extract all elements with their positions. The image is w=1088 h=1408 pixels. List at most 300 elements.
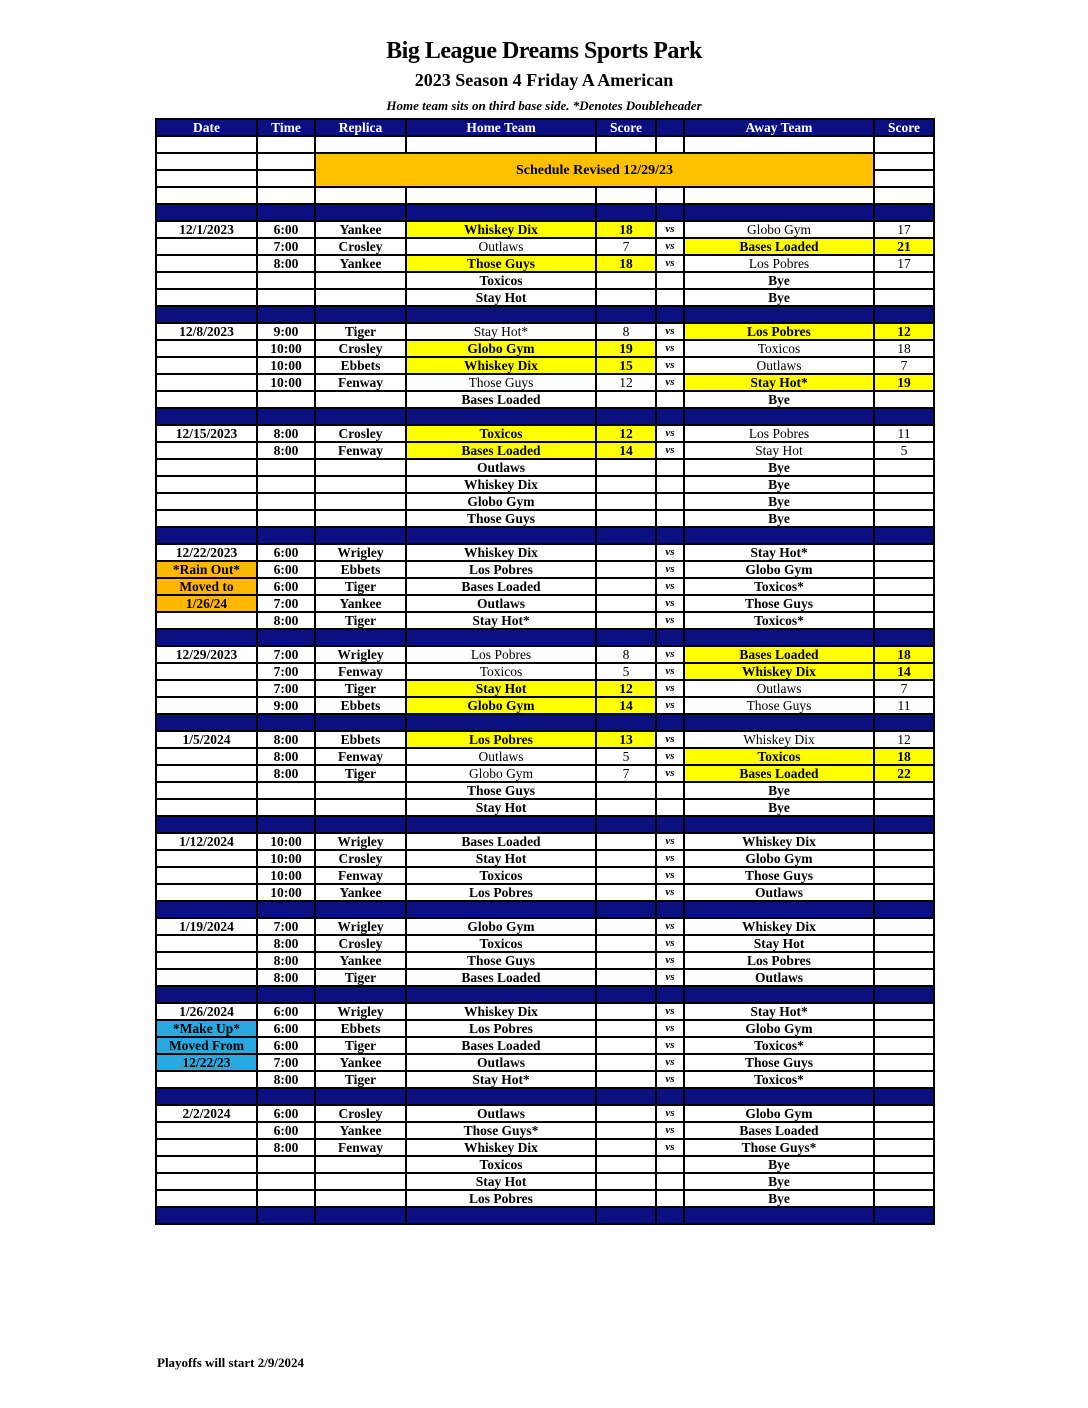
cell (257, 136, 315, 153)
home-team-cell: Toxicos (406, 663, 596, 680)
date-cell (156, 765, 257, 782)
replica-cell: Crosley (315, 340, 406, 357)
away-score-cell (874, 493, 934, 510)
replica-cell: Crosley (315, 238, 406, 255)
home-team-cell: Stay Hot* (406, 612, 596, 629)
home-score-cell (596, 272, 656, 289)
date-cell (156, 476, 257, 493)
home-team-cell: Those Guys* (406, 1122, 596, 1139)
replica-cell: Tiger (315, 1071, 406, 1088)
separator-cell (874, 901, 934, 918)
date-cell (156, 697, 257, 714)
separator-cell (406, 408, 596, 425)
away-team-cell: Outlaws (684, 969, 874, 986)
home-team-cell: Whiskey Dix (406, 357, 596, 374)
away-score-cell: 18 (874, 748, 934, 765)
header-away-score: Score (874, 119, 934, 136)
game-row (156, 1020, 934, 1037)
separator-cell (315, 408, 406, 425)
header-time: Time (257, 119, 315, 136)
cell (406, 187, 596, 204)
vs-label (656, 493, 684, 510)
cell (156, 136, 257, 153)
separator-cell (257, 408, 315, 425)
home-score-cell: 14 (596, 442, 656, 459)
away-score-cell (874, 867, 934, 884)
home-team-cell: Outlaws (406, 459, 596, 476)
vs-label: vs (656, 323, 684, 340)
game-row (156, 1156, 934, 1173)
separator-cell (315, 816, 406, 833)
home-score-cell: 13 (596, 731, 656, 748)
home-score-cell (596, 612, 656, 629)
home-team-cell: Globo Gym (406, 765, 596, 782)
home-score-cell (596, 1054, 656, 1071)
date-cell: 12/22/2023 (156, 544, 257, 561)
away-score-cell (874, 884, 934, 901)
replica-cell (315, 289, 406, 306)
cell (315, 187, 406, 204)
time-cell (257, 1156, 315, 1173)
cell (684, 136, 874, 153)
replica-cell (315, 391, 406, 408)
away-score-cell: 12 (874, 323, 934, 340)
time-cell: 8:00 (257, 1139, 315, 1156)
week-separator (156, 986, 934, 1003)
replica-cell: Wrigley (315, 646, 406, 663)
away-score-cell (874, 1139, 934, 1156)
separator-cell (874, 408, 934, 425)
date-cell (156, 493, 257, 510)
home-score-cell (596, 1003, 656, 1020)
away-team-cell: Whiskey Dix (684, 918, 874, 935)
separator-cell (257, 714, 315, 731)
away-score-cell: 11 (874, 425, 934, 442)
away-score-cell (874, 510, 934, 527)
vs-label: vs (656, 544, 684, 561)
separator-cell (684, 714, 874, 731)
replica-cell: Ebbets (315, 561, 406, 578)
game-row (156, 323, 934, 340)
separator-cell (684, 629, 874, 646)
cell (656, 187, 684, 204)
home-score-cell (596, 1105, 656, 1122)
away-team-cell: Toxicos (684, 748, 874, 765)
cell (257, 153, 315, 170)
game-row (156, 425, 934, 442)
away-team-cell: Those Guys (684, 697, 874, 714)
date-cell (156, 459, 257, 476)
separator-cell (596, 1088, 656, 1105)
away-team-cell: Bye (684, 1173, 874, 1190)
vs-label: vs (656, 612, 684, 629)
game-row (156, 833, 934, 850)
home-score-cell (596, 391, 656, 408)
away-team-cell: Toxicos* (684, 1071, 874, 1088)
vs-label: vs (656, 918, 684, 935)
away-team-cell: Los Pobres (684, 323, 874, 340)
vs-label (656, 1173, 684, 1190)
cell (406, 136, 596, 153)
time-cell: 6:00 (257, 1020, 315, 1037)
replica-cell: Yankee (315, 1054, 406, 1071)
vs-label: vs (656, 1139, 684, 1156)
date-cell (156, 1156, 257, 1173)
time-cell: 10:00 (257, 884, 315, 901)
away-team-cell: Whiskey Dix (684, 663, 874, 680)
game-row (156, 1105, 934, 1122)
separator-cell (874, 816, 934, 833)
separator-cell (257, 816, 315, 833)
game-row (156, 1190, 934, 1207)
away-team-cell: Bye (684, 272, 874, 289)
home-team-cell: Stay Hot (406, 289, 596, 306)
cell (874, 170, 934, 187)
away-score-cell (874, 850, 934, 867)
replica-cell: Yankee (315, 884, 406, 901)
replica-cell: Crosley (315, 935, 406, 952)
game-row (156, 289, 934, 306)
time-cell: 6:00 (257, 578, 315, 595)
time-cell (257, 289, 315, 306)
replica-cell: Crosley (315, 850, 406, 867)
replica-cell (315, 1190, 406, 1207)
away-team-cell: Bye (684, 476, 874, 493)
home-team-cell: Los Pobres (406, 1020, 596, 1037)
vs-label: vs (656, 340, 684, 357)
separator-cell (156, 1088, 257, 1105)
home-score-cell (596, 833, 656, 850)
separator-cell (684, 1207, 874, 1224)
home-team-cell: Bases Loaded (406, 1037, 596, 1054)
date-cell (156, 272, 257, 289)
away-score-cell (874, 1071, 934, 1088)
vs-label: vs (656, 357, 684, 374)
away-score-cell: 5 (874, 442, 934, 459)
home-team-cell: Stay Hot* (406, 1071, 596, 1088)
vs-label: vs (656, 578, 684, 595)
home-score-cell (596, 1156, 656, 1173)
away-team-cell: Globo Gym (684, 850, 874, 867)
away-team-cell: Bases Loaded (684, 765, 874, 782)
replica-cell (315, 782, 406, 799)
separator-cell (156, 1207, 257, 1224)
away-score-cell (874, 1105, 934, 1122)
separator-cell (257, 306, 315, 323)
vs-label: vs (656, 884, 684, 901)
home-score-cell: 18 (596, 255, 656, 272)
date-cell (156, 255, 257, 272)
away-team-cell: Stay Hot* (684, 374, 874, 391)
separator-cell (156, 204, 257, 221)
time-cell: 7:00 (257, 646, 315, 663)
away-score-cell: 17 (874, 221, 934, 238)
game-row (156, 884, 934, 901)
vs-label (656, 272, 684, 289)
away-score-cell: 7 (874, 357, 934, 374)
away-team-cell: Outlaws (684, 680, 874, 697)
cell (315, 136, 406, 153)
vs-label: vs (656, 935, 684, 952)
away-team-cell: Globo Gym (684, 1020, 874, 1037)
time-cell: 8:00 (257, 765, 315, 782)
replica-cell: Ebbets (315, 357, 406, 374)
home-team-note: Home team sits on third base side. *Denotes Doubleheader (386, 98, 702, 113)
away-score-cell (874, 612, 934, 629)
week-separator (156, 1207, 934, 1224)
cell (684, 187, 874, 204)
separator-cell (156, 408, 257, 425)
time-cell: 8:00 (257, 969, 315, 986)
home-score-cell: 12 (596, 374, 656, 391)
home-score-cell (596, 1071, 656, 1088)
separator-cell (257, 204, 315, 221)
away-team-cell: Bye (684, 1190, 874, 1207)
game-row (156, 510, 934, 527)
replica-cell (315, 493, 406, 510)
date-cell (156, 969, 257, 986)
replica-cell: Yankee (315, 255, 406, 272)
cell (874, 153, 934, 170)
home-team-cell: Globo Gym (406, 918, 596, 935)
game-row (156, 1173, 934, 1190)
week-separator (156, 816, 934, 833)
home-team-cell: Los Pobres (406, 884, 596, 901)
replica-cell (315, 1173, 406, 1190)
away-team-cell: Toxicos* (684, 578, 874, 595)
away-team-cell: Bye (684, 782, 874, 799)
home-score-cell: 12 (596, 425, 656, 442)
replica-cell: Yankee (315, 221, 406, 238)
vs-label: vs (656, 1020, 684, 1037)
home-team-cell: Whiskey Dix (406, 544, 596, 561)
separator-cell (156, 816, 257, 833)
home-score-cell (596, 1190, 656, 1207)
vs-label: vs (656, 238, 684, 255)
separator-cell (656, 527, 684, 544)
vs-label: vs (656, 255, 684, 272)
away-score-cell: 22 (874, 765, 934, 782)
separator-cell (406, 816, 596, 833)
date-cell (156, 340, 257, 357)
cell (257, 187, 315, 204)
page-subtitle: 2023 Season 4 Friday A American (414, 70, 674, 90)
away-score-cell (874, 1190, 934, 1207)
home-team-cell: Globo Gym (406, 493, 596, 510)
away-score-cell (874, 1020, 934, 1037)
game-row (156, 646, 934, 663)
vs-label: vs (656, 969, 684, 986)
separator-cell (874, 1088, 934, 1105)
separator-cell (874, 1207, 934, 1224)
date-cell: *Rain Out* (156, 561, 257, 578)
home-score-cell (596, 493, 656, 510)
game-row (156, 578, 934, 595)
separator-cell (656, 204, 684, 221)
away-score-cell (874, 969, 934, 986)
away-team-cell: Bye (684, 1156, 874, 1173)
replica-cell: Yankee (315, 595, 406, 612)
game-row (156, 1003, 934, 1020)
game-row (156, 1071, 934, 1088)
home-score-cell: 7 (596, 238, 656, 255)
away-team-cell: Toxicos* (684, 1037, 874, 1054)
away-team-cell: Those Guys (684, 867, 874, 884)
separator-cell (406, 527, 596, 544)
game-row (156, 969, 934, 986)
away-team-cell: Bye (684, 493, 874, 510)
away-score-cell (874, 833, 934, 850)
date-cell (156, 935, 257, 952)
separator-cell (596, 527, 656, 544)
blank-row (156, 187, 934, 204)
cell (156, 187, 257, 204)
separator-cell (656, 816, 684, 833)
time-cell: 6:00 (257, 1003, 315, 1020)
game-row (156, 374, 934, 391)
away-team-cell: Los Pobres (684, 255, 874, 272)
separator-cell (874, 629, 934, 646)
game-row (156, 391, 934, 408)
replica-cell: Wrigley (315, 918, 406, 935)
away-score-cell: 21 (874, 238, 934, 255)
time-cell: 6:00 (257, 544, 315, 561)
replica-cell: Ebbets (315, 731, 406, 748)
away-score-cell (874, 459, 934, 476)
away-score-cell: 14 (874, 663, 934, 680)
away-score-cell (874, 391, 934, 408)
vs-label (656, 1190, 684, 1207)
vs-label (656, 782, 684, 799)
vs-label (656, 476, 684, 493)
separator-cell (257, 986, 315, 1003)
away-score-cell (874, 918, 934, 935)
time-cell (257, 493, 315, 510)
home-score-cell (596, 289, 656, 306)
cell (596, 187, 656, 204)
away-team-cell: Los Pobres (684, 952, 874, 969)
home-score-cell: 5 (596, 748, 656, 765)
away-score-cell (874, 1003, 934, 1020)
replica-cell (315, 799, 406, 816)
separator-cell (156, 714, 257, 731)
separator-cell (596, 816, 656, 833)
time-cell (257, 782, 315, 799)
cell (874, 187, 934, 204)
separator-cell (315, 204, 406, 221)
week-separator (156, 527, 934, 544)
time-cell (257, 1173, 315, 1190)
game-row (156, 1139, 934, 1156)
header-home-team: Home Team (406, 119, 596, 136)
date-cell (156, 238, 257, 255)
separator-cell (656, 714, 684, 731)
separator-cell (656, 901, 684, 918)
replica-cell: Fenway (315, 748, 406, 765)
separator-cell (596, 408, 656, 425)
time-cell: 8:00 (257, 442, 315, 459)
home-team-cell: Stay Hot* (406, 323, 596, 340)
away-score-cell (874, 782, 934, 799)
separator-cell (257, 1088, 315, 1105)
separator-cell (156, 901, 257, 918)
time-cell: 10:00 (257, 833, 315, 850)
separator-cell (874, 986, 934, 1003)
separator-cell (596, 901, 656, 918)
home-score-cell (596, 595, 656, 612)
home-team-cell: Those Guys (406, 782, 596, 799)
date-cell (156, 357, 257, 374)
game-row (156, 935, 934, 952)
week-separator (156, 306, 934, 323)
replica-cell: Fenway (315, 663, 406, 680)
home-team-cell: Los Pobres (406, 731, 596, 748)
home-team-cell: Outlaws (406, 238, 596, 255)
time-cell (257, 799, 315, 816)
date-cell: 1/19/2024 (156, 918, 257, 935)
vs-label: vs (656, 748, 684, 765)
separator-cell (684, 1088, 874, 1105)
away-team-cell: Globo Gym (684, 221, 874, 238)
game-row (156, 765, 934, 782)
game-row (156, 442, 934, 459)
game-row (156, 357, 934, 374)
time-cell: 6:00 (257, 1037, 315, 1054)
away-team-cell: Whiskey Dix (684, 731, 874, 748)
separator-cell (315, 306, 406, 323)
time-cell: 10:00 (257, 867, 315, 884)
home-team-cell: Toxicos (406, 935, 596, 952)
vs-label: vs (656, 765, 684, 782)
home-score-cell (596, 935, 656, 952)
home-score-cell (596, 799, 656, 816)
replica-cell: Tiger (315, 323, 406, 340)
separator-cell (874, 204, 934, 221)
replica-cell: Yankee (315, 1122, 406, 1139)
header-vs (656, 119, 684, 136)
away-team-cell: Bye (684, 799, 874, 816)
separator-cell (684, 408, 874, 425)
away-score-cell (874, 578, 934, 595)
separator-cell (156, 629, 257, 646)
away-team-cell: Toxicos* (684, 612, 874, 629)
date-cell: 1/26/24 (156, 595, 257, 612)
home-team-cell: Toxicos (406, 272, 596, 289)
away-score-cell: 18 (874, 646, 934, 663)
date-cell (156, 1139, 257, 1156)
vs-label: vs (656, 850, 684, 867)
separator-cell (406, 986, 596, 1003)
schedule-revised-banner: Schedule Revised 12/29/23 (315, 153, 874, 187)
date-cell (156, 1071, 257, 1088)
time-cell: 8:00 (257, 935, 315, 952)
separator-cell (406, 204, 596, 221)
date-cell (156, 748, 257, 765)
time-cell: 7:00 (257, 918, 315, 935)
separator-cell (596, 306, 656, 323)
replica-cell (315, 510, 406, 527)
home-team-cell: Outlaws (406, 595, 596, 612)
replica-cell: Yankee (315, 952, 406, 969)
home-team-cell: Los Pobres (406, 561, 596, 578)
cell (257, 170, 315, 187)
separator-cell (406, 629, 596, 646)
home-score-cell (596, 884, 656, 901)
banner-row (156, 153, 934, 170)
separator-cell (156, 527, 257, 544)
game-row (156, 731, 934, 748)
date-cell: 1/12/2024 (156, 833, 257, 850)
